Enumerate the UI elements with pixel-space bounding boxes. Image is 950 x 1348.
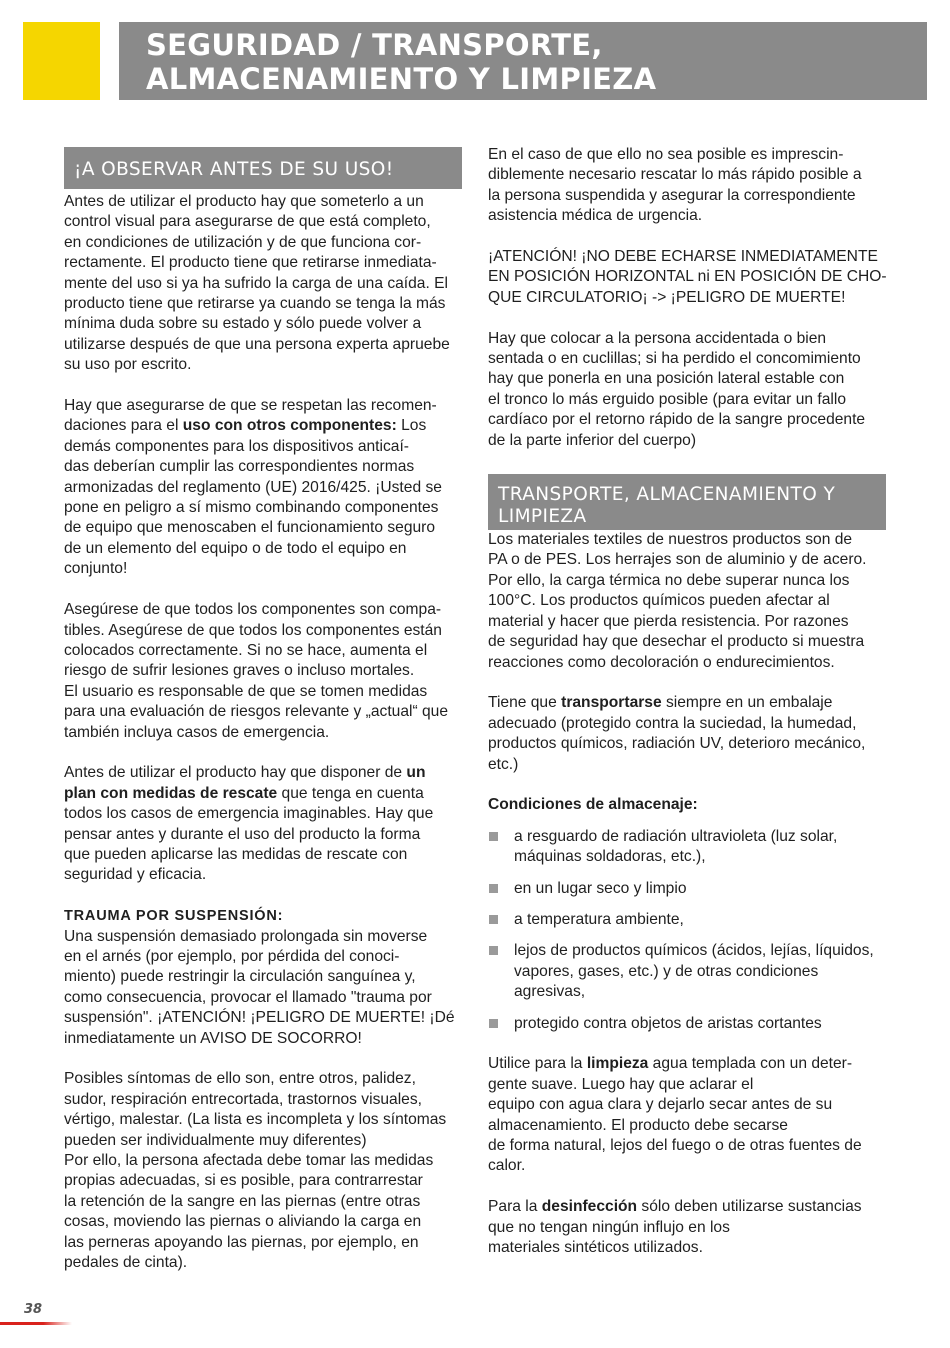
text-line (488, 693, 888, 713)
subheading-suspension-trauma: TRAUMA POR SUSPENSIÓN: (64, 908, 284, 925)
text-line: reacciones como decoloración o endurecimientos. (488, 653, 835, 671)
text-line: a resguardo de radiación ultravioleta (luz solar, (514, 827, 838, 845)
paragraph-transport (488, 693, 888, 775)
text-line: asistencia médica de urgencia. (488, 207, 703, 225)
text-line: que no tengan ningún influjo en los (488, 1218, 730, 1236)
square-bullet-icon (489, 946, 498, 955)
text-line: productos químicos, radiación UV, deterioro mecánico, (488, 735, 866, 753)
text-line: la persona suspendida y asegurar la correspondiente (488, 186, 856, 204)
text-line: vértigo, malestar. (La lista es incompleta y los síntomas (64, 1111, 447, 1129)
text-line: Asegúrese de que todos los componentes son compa- (64, 601, 442, 619)
text-line: como consecuencia, provocar el llamado "trauma por (64, 988, 432, 1006)
text-line: En el caso de que ello no sea posible es imprescin- (488, 146, 844, 163)
paragraph-positioning (488, 329, 888, 451)
text-run: Para la (488, 1198, 542, 1216)
paragraph-cleaning (488, 1054, 888, 1176)
text-line: Por ello, la carga térmica no debe superar nunca los (488, 571, 850, 589)
text-line: riesgo de sufrir lesiones graves o incluso mortales. (64, 662, 415, 680)
text-line: control visual para asegurarse de que está completo, (64, 213, 431, 231)
text-line: vapores, gases, etc.) y de otras condiciones (514, 962, 819, 980)
bold-text: uso con otros componentes: (182, 417, 397, 435)
text-line: Una suspensión demasiado prolongada sin moverse (64, 927, 428, 945)
text-line: suspensión". ¡ATENCIÓN! ¡PELIGRO DE MUERTE! ¡Dé (64, 1009, 455, 1027)
text-line: etc.) (488, 755, 519, 773)
text-line: pedales de cinta). (64, 1254, 188, 1272)
text-run: Los (396, 417, 427, 435)
text-line: pueden ser individualmente muy diferentes) (64, 1131, 367, 1149)
text-line: inmediatamente un AVISO DE SOCORRO! (64, 1029, 362, 1047)
text-line: demás componentes para los dispositivos anticaí- (64, 437, 409, 455)
text-line: producto tiene que retirarse ya cuando se tenga la más (64, 295, 446, 313)
bold-text: desinfección (541, 1198, 638, 1216)
bold-text: un (406, 764, 426, 782)
text-line: Por ello, la persona afectada debe tomar las medidas (64, 1152, 434, 1170)
text-line: das deberían cumplir las correspondientes normas (64, 458, 415, 476)
text-line: en condiciones de utilización y de que funciona cor- (64, 233, 422, 251)
text-line: 100°C. Los productos químicos pueden afectar al (488, 592, 830, 610)
text-run: daciones para el (64, 417, 183, 435)
text-run: siempre en un embalaje (661, 694, 833, 712)
text-line: sudor, respiración entrecortada, trastornos visuales, (64, 1090, 422, 1108)
square-bullet-icon (489, 1019, 498, 1028)
text-line: equipo con agua clara y dejarlo secar antes de su (488, 1096, 833, 1114)
section-heading-transport (488, 474, 886, 530)
text-line (488, 1197, 888, 1217)
text-line: mente del uso si ya ha sufrido la carga de una caída. El (64, 274, 449, 292)
text-line: gente suave. Luego hay que aclarar el (488, 1075, 754, 1093)
list-item (488, 941, 888, 1002)
text-line: protegido contra objetos de aristas cortantes (514, 1014, 822, 1032)
text-line: el tronco lo más erguido posible (para evitar un fallo (488, 390, 846, 408)
storage-conditions-list (488, 827, 888, 1034)
square-bullet-icon (489, 915, 498, 924)
text-run: Utilice para la (488, 1055, 587, 1073)
text-line (64, 784, 464, 804)
page-title-line-2: ALMACENAMIENTO Y LIMPIEZA (146, 62, 657, 96)
text-line: pone en peligro a sí mismo combinando componentes (64, 499, 439, 517)
text-line: miento) puede restringir la circulación sanguínea y, (64, 968, 416, 986)
text-line: conjunto! (64, 560, 128, 578)
text-line: utilizarse después de que una persona experta apruebe (64, 335, 450, 353)
text-line (64, 763, 464, 783)
text-line: pensar antes y durante el uso del producto la forma (64, 825, 421, 843)
text-line (64, 416, 464, 436)
text-line: almacenamiento. El producto debe secarse (488, 1116, 788, 1134)
text-line: Hay que colocar a la persona accidentada o bien (488, 329, 827, 347)
text-line: calor. (488, 1157, 526, 1175)
text-line: todos los casos de emergencia imaginables. Hay que (64, 805, 434, 823)
text-line (488, 1054, 888, 1074)
list-item (488, 879, 888, 899)
text-line: en el arnés (por ejemplo, por pérdida del conoci- (64, 947, 400, 965)
text-line: PA o de PES. Los herrajes son de aluminio y de acero. (488, 551, 867, 569)
text-line: mínima duda sobre su estado y sólo puede volver a (64, 315, 422, 333)
title-banner (119, 22, 927, 100)
paragraph-symptoms (64, 1069, 464, 1273)
text-line: cosas, moviendo las piernas o aliviando la carga en (64, 1213, 422, 1231)
paragraph-components (64, 396, 464, 580)
text-line: Posibles síntomas de ello son, entre otros, palidez, (64, 1070, 416, 1088)
text-line: armonizadas del reglamento (UE) 2016/425. ¡Usted se (64, 478, 442, 496)
text-line: en un lugar seco y limpio (514, 879, 687, 897)
list-item (488, 1014, 888, 1034)
text-line: para una evaluación de riesgos relevante y „actual“ que (64, 703, 449, 721)
text-line: propias adecuadas, si es posible, para contrarrestar (64, 1172, 423, 1190)
list-item (488, 910, 888, 930)
yellow-accent-block (23, 22, 100, 100)
text-line: Hay que asegurarse de que se respetan las recomen- (64, 397, 437, 415)
text-line: adecuado (protegido contra la suciedad, la humedad, (488, 714, 857, 732)
text-line: la retención de la sangre en las piernas (entre otras (64, 1192, 421, 1210)
paragraph-disinfection (488, 1197, 888, 1258)
text-line: de la parte inferior del cuerpo) (488, 431, 697, 449)
text-run: agua templada con un deter- (648, 1055, 853, 1073)
list-item (488, 827, 888, 868)
text-line: diblemente necesario rescatar lo más rápido posible a (488, 166, 862, 184)
storage-conditions-heading: Condiciones de almacenaje: (488, 796, 698, 814)
paragraph-suspension (64, 927, 464, 1049)
text-line: de seguridad hay que desechar el producto si muestra (488, 633, 865, 651)
text-line: que pueden aplicarse las medidas de rescate con (64, 845, 408, 863)
paragraph-compatibility (64, 600, 464, 743)
text-line: rectamente. El producto tiene que retirarse inmediata- (64, 254, 437, 272)
text-line: también incluya casos de emergencia. (64, 723, 330, 741)
text-line: El usuario es responsable de que se tomen medidas (64, 682, 428, 700)
paragraph-warning-horizontal (488, 247, 888, 308)
left-column (64, 147, 464, 1273)
bold-text: limpieza (586, 1055, 649, 1073)
square-bullet-icon (489, 832, 498, 841)
text-line: lejos de productos químicos (ácidos, lejías, líquidos, (514, 942, 874, 960)
text-line: materiales sintéticos utilizados. (488, 1239, 703, 1256)
page-title-line-1: SEGURIDAD / TRANSPORTE, (146, 28, 603, 62)
square-bullet-icon (489, 884, 498, 893)
text-line: ¡ATENCIÓN! ¡NO DEBE ECHARSE INMEDIATAMENTE (488, 248, 878, 266)
text-run: Antes de utilizar el producto hay que disponer de (64, 764, 407, 782)
heading-line: LIMPIEZA (498, 506, 587, 528)
text-run: sólo deben utilizarse sustancias (637, 1198, 862, 1216)
paragraph-rescue-plan (64, 763, 464, 885)
text-line: Antes de utilizar el producto hay que someterlo a un (64, 193, 424, 210)
bold-text: plan con medidas de rescate (64, 784, 278, 802)
text-line: de forma natural, lejos del fuego o de otras fuentes de (488, 1136, 862, 1154)
text-line: las perneras apoyando las piernas, por ejemplo, en (64, 1233, 419, 1251)
section-heading-observe: ¡A OBSERVAR ANTES DE SU USO! (64, 147, 462, 189)
text-run: que tenga en cuenta (277, 784, 424, 802)
text-line: máquinas soldadoras, etc.), (514, 848, 706, 866)
text-line: Los materiales textiles de nuestros productos son de (488, 531, 853, 549)
footer-rule (0, 1322, 72, 1325)
text-line: colocados correctamente. Si no se hace, aumenta el (64, 641, 428, 659)
text-line: hay que ponerla en una posición lateral estable con (488, 370, 845, 388)
text-line: agresivas, (514, 983, 586, 1001)
text-line: QUE CIRCULATORIO¡ -> ¡PELIGRO DE MUERTE! (488, 288, 846, 306)
paragraph-rescue-fast (488, 145, 888, 227)
text-line: su uso por escrito. (64, 356, 192, 374)
text-line: seguridad y eficacia. (64, 866, 207, 884)
paragraph-materials (488, 530, 888, 673)
page-number: 38 (24, 1302, 43, 1317)
text-line: EN POSICIÓN HORIZONTAL ni EN POSICIÓN DE CHO- (488, 268, 887, 286)
heading-line: TRANSPORTE, ALMACENAMIENTO Y (498, 484, 836, 506)
text-line: a temperatura ambiente, (514, 910, 684, 928)
text-line: de un elemento del equipo o de todo el equipo en (64, 539, 407, 557)
text-run: Tiene que (488, 694, 562, 712)
text-line: sentada o en cuclillas; si ha perdido el concomimiento (488, 350, 861, 368)
right-column (488, 145, 888, 1258)
text-line: cardíaco por el retorno rápido de la sangre procedente (488, 411, 866, 429)
paragraph-visual-check (64, 192, 464, 376)
text-line: de equipo que menoscaben el funcionamiento seguro (64, 519, 436, 537)
text-line: tibles. Asegúrese de que todos los componentes están (64, 621, 442, 639)
text-line: material y hacer que pierda resistencia. Por razones (488, 612, 849, 630)
bold-text: transportarse (561, 694, 662, 712)
